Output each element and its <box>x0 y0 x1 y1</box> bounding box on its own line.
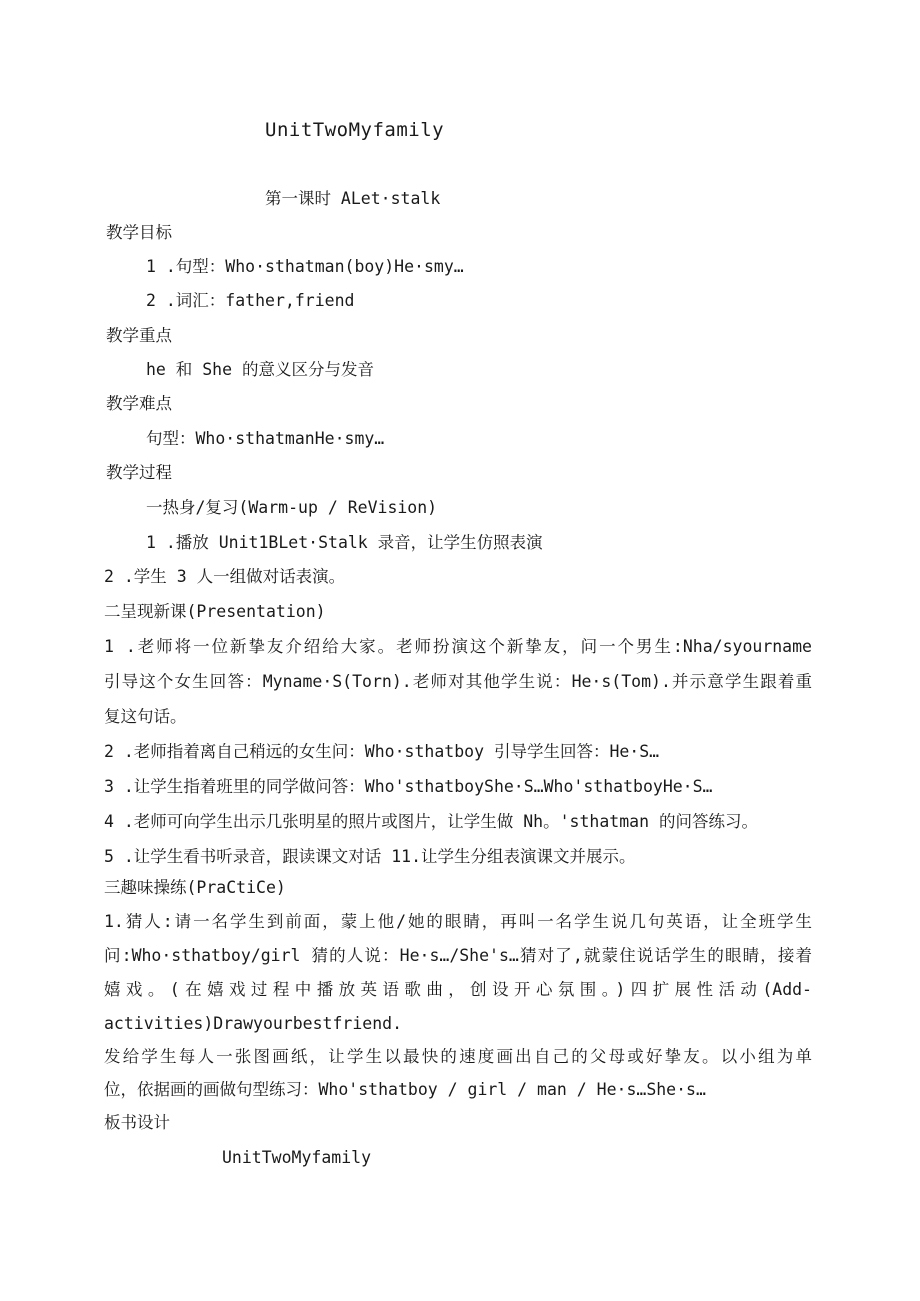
warmup-item-2: 2 .学生 3 人一组做对话表演。 <box>104 567 346 586</box>
goal-item-1: 1 .句型：Who·sthatman(boy)He·smy… <box>146 257 464 276</box>
presentation-item-5: 5 .让学生看书听录音，跟读课文对话 11.让学生分组表演课文并展示。 <box>104 847 636 866</box>
extension-line-1: 发给学生每人一张图画纸，让学生以最快的速度画出自己的父母或好挚友。以小组为单 <box>104 1047 812 1066</box>
difficult-points-heading: 教学难点 <box>106 394 172 413</box>
warmup-item-1: 1 .播放 Unit1BLet·Stalk 录音，让学生仿照表演 <box>146 533 543 552</box>
practice-line-3: 嬉戏。(在嬉戏过程中播放英语歌曲，创设开心氛围。)四扩展性活动(Add- <box>104 980 812 999</box>
document-title: UnitTwoMyfamily <box>265 119 445 141</box>
presentation-item-1-line-3: 复这句话。 <box>104 707 187 726</box>
goal-item-2: 2 .词汇：father,friend <box>146 291 355 310</box>
practice-line-4: activities)Drawyourbestfriend. <box>104 1014 403 1033</box>
presentation-item-1-line-2: 引导这个女生回答：Myname·S(Torn).老师对其他学生说：He·s(Tom).并示意学生跟着重 <box>104 672 812 691</box>
board-design-heading: 板书设计 <box>104 1113 170 1132</box>
presentation-item-2: 2 .老师指着离自己稍远的女生问：Who·sthatboy 引导学生回答：He·S… <box>104 742 660 761</box>
key-points-text: he 和 She 的意义区分与发音 <box>146 360 374 379</box>
practice-line-2: 问:Who·sthatboy/girl 猜的人说：He·s…/She's…猜对了,就蒙住说话学生的眼睛，接着 <box>104 946 812 965</box>
key-points-heading: 教学重点 <box>106 326 172 345</box>
board-design-title: UnitTwoMyfamily <box>222 1148 372 1167</box>
warmup-heading: 一热身/复习(Warm-up / ReVision) <box>146 498 438 517</box>
presentation-item-3: 3 .让学生指着班里的同学做问答：Who'sthatboyShe·S…Who'sthatboyHe·S… <box>104 777 713 796</box>
extension-line-2: 位，依据画的画做句型练习：Who'sthatboy / girl / man / He·s…She·s… <box>104 1080 706 1099</box>
process-heading: 教学过程 <box>106 463 172 482</box>
goals-heading: 教学目标 <box>106 223 172 242</box>
practice-heading: 三趣味操练(PraCtiCe) <box>104 878 286 897</box>
presentation-item-4: 4 .老师可向学生出示几张明星的照片或图片，让学生做 Nh。'sthatman 的问答练习。 <box>104 812 758 831</box>
practice-line-1: 1.猜人:请一名学生到前面，蒙上他/她的眼睛，再叫一名学生说几句英语，让全班学生 <box>104 912 812 931</box>
difficult-points-text: 句型：Who·sthatmanHe·smy… <box>146 429 385 448</box>
presentation-heading: 二呈现新课(Presentation) <box>104 602 326 621</box>
presentation-item-1-line-1: 1 .老师将一位新挚友介绍给大家。老师扮演这个新挚友，问一个男生:Nha/syourname <box>104 637 812 656</box>
lesson-subtitle: 第一课时 ALet·stalk <box>265 189 441 208</box>
